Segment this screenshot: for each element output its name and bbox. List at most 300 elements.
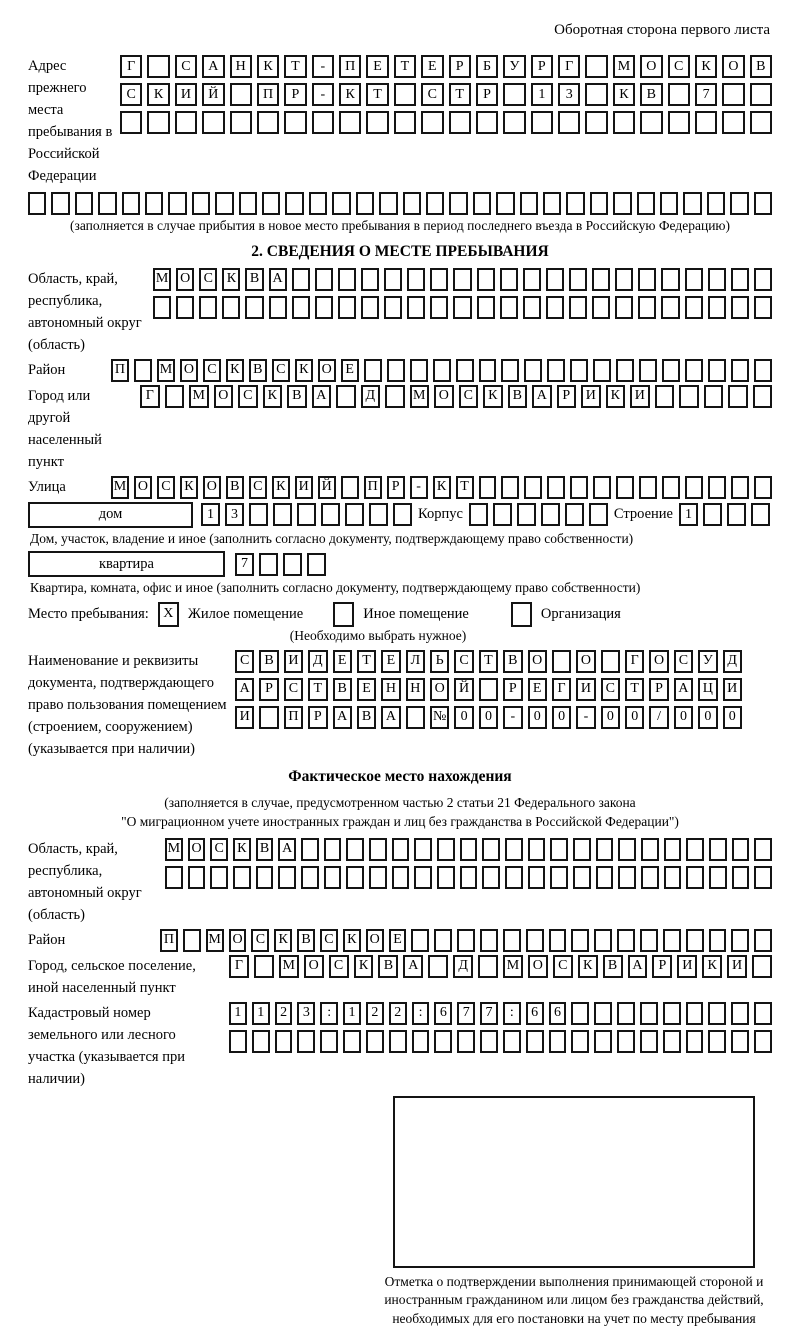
char-box[interactable]	[406, 706, 425, 729]
char-box[interactable]: 0	[601, 706, 620, 729]
char-box[interactable]: Й	[454, 678, 473, 701]
char-box[interactable]	[387, 359, 405, 382]
char-box[interactable]: Т	[357, 650, 376, 673]
char-box[interactable]	[430, 268, 448, 291]
char-box[interactable]: Д	[308, 650, 327, 673]
char-box[interactable]: С	[249, 476, 267, 499]
char-box[interactable]	[345, 503, 364, 526]
char-box[interactable]	[731, 929, 749, 952]
char-box[interactable]	[663, 1030, 681, 1053]
char-box[interactable]: К	[147, 83, 169, 106]
char-box[interactable]: С	[454, 650, 473, 673]
char-box[interactable]	[315, 268, 333, 291]
char-box[interactable]: 3	[297, 1002, 315, 1025]
char-box[interactable]	[661, 296, 679, 319]
char-box[interactable]: П	[284, 706, 303, 729]
char-box[interactable]	[731, 359, 749, 382]
char-box[interactable]	[528, 838, 546, 861]
char-box[interactable]	[573, 838, 591, 861]
char-box[interactable]	[526, 929, 544, 952]
char-box[interactable]: И	[630, 385, 650, 408]
char-box[interactable]	[366, 1030, 384, 1053]
char-box[interactable]	[51, 192, 69, 215]
char-box[interactable]	[343, 1030, 361, 1053]
char-box[interactable]	[569, 296, 587, 319]
char-box[interactable]	[320, 1030, 338, 1053]
char-box[interactable]: И	[581, 385, 601, 408]
char-box[interactable]	[731, 268, 749, 291]
char-box[interactable]	[585, 111, 607, 134]
char-box[interactable]	[709, 866, 727, 889]
char-box[interactable]: 6	[434, 1002, 452, 1025]
char-box[interactable]: Й	[318, 476, 336, 499]
char-box[interactable]	[297, 1030, 315, 1053]
char-box[interactable]	[754, 268, 772, 291]
char-box[interactable]	[392, 866, 410, 889]
char-box[interactable]	[593, 476, 611, 499]
char-box[interactable]	[192, 192, 210, 215]
char-box[interactable]	[259, 553, 278, 576]
char-box[interactable]: О	[176, 268, 194, 291]
char-box[interactable]: С	[320, 929, 338, 952]
char-box[interactable]	[479, 678, 498, 701]
char-box[interactable]	[496, 192, 514, 215]
house-type-box[interactable]: дом	[28, 502, 193, 528]
char-box[interactable]	[292, 296, 310, 319]
char-box[interactable]	[411, 929, 429, 952]
char-box[interactable]: Г	[229, 955, 249, 978]
char-box[interactable]	[685, 296, 703, 319]
char-box[interactable]: Н	[230, 55, 252, 78]
char-box[interactable]: В	[259, 650, 278, 673]
char-box[interactable]	[309, 192, 327, 215]
char-box[interactable]	[685, 268, 703, 291]
char-box[interactable]	[569, 268, 587, 291]
char-box[interactable]: Т	[394, 55, 416, 78]
char-box[interactable]	[547, 476, 565, 499]
char-box[interactable]: М	[157, 359, 175, 382]
char-box[interactable]	[437, 838, 455, 861]
char-box[interactable]	[550, 866, 568, 889]
char-box[interactable]: О	[214, 385, 234, 408]
char-box[interactable]	[285, 192, 303, 215]
char-box[interactable]	[500, 268, 518, 291]
char-box[interactable]	[307, 553, 326, 576]
char-box[interactable]: Т	[456, 476, 474, 499]
char-box[interactable]: М	[613, 55, 635, 78]
char-box[interactable]: 0	[698, 706, 717, 729]
char-box[interactable]: С	[210, 838, 228, 861]
char-box[interactable]	[594, 1002, 612, 1025]
char-box[interactable]: Г	[552, 678, 571, 701]
char-box[interactable]	[230, 111, 252, 134]
char-box[interactable]	[384, 268, 402, 291]
char-box[interactable]	[601, 650, 620, 673]
char-box[interactable]: О	[528, 955, 548, 978]
char-box[interactable]: К	[295, 359, 313, 382]
char-box[interactable]	[165, 385, 185, 408]
char-box[interactable]: 2	[366, 1002, 384, 1025]
char-box[interactable]	[549, 1030, 567, 1053]
char-box[interactable]	[339, 111, 361, 134]
char-box[interactable]	[727, 503, 746, 526]
char-box[interactable]	[708, 296, 726, 319]
char-box[interactable]: В	[245, 268, 263, 291]
char-box[interactable]: 1	[343, 1002, 361, 1025]
char-box[interactable]: К	[233, 838, 251, 861]
char-box[interactable]: О	[318, 359, 336, 382]
char-box[interactable]: Е	[357, 678, 376, 701]
char-box[interactable]	[476, 111, 498, 134]
char-box[interactable]	[637, 192, 655, 215]
char-box[interactable]	[616, 359, 634, 382]
char-box[interactable]: В	[287, 385, 307, 408]
char-box[interactable]: М	[153, 268, 171, 291]
char-box[interactable]	[683, 192, 701, 215]
char-box[interactable]	[686, 1030, 704, 1053]
char-box[interactable]: -	[410, 476, 428, 499]
char-box[interactable]	[147, 111, 169, 134]
char-box[interactable]	[168, 192, 186, 215]
char-box[interactable]: К	[272, 476, 290, 499]
char-box[interactable]: О	[304, 955, 324, 978]
char-box[interactable]: Р	[308, 706, 327, 729]
char-box[interactable]	[412, 1030, 430, 1053]
char-box[interactable]	[284, 111, 306, 134]
char-box[interactable]	[460, 866, 478, 889]
checkbox-residential[interactable]: X	[158, 602, 179, 627]
char-box[interactable]: Б	[476, 55, 498, 78]
char-box[interactable]	[500, 296, 518, 319]
char-box[interactable]: И	[727, 955, 747, 978]
char-box[interactable]: 1	[531, 83, 553, 106]
char-box[interactable]: Е	[381, 650, 400, 673]
char-box[interactable]	[732, 838, 750, 861]
checkbox-other-premises[interactable]	[333, 602, 354, 627]
char-box[interactable]: -	[312, 55, 334, 78]
char-box[interactable]	[708, 1002, 726, 1025]
char-box[interactable]	[414, 838, 432, 861]
char-box[interactable]: Т	[284, 55, 306, 78]
char-box[interactable]: С	[329, 955, 349, 978]
char-box[interactable]: С	[601, 678, 620, 701]
char-box[interactable]: К	[354, 955, 374, 978]
char-box[interactable]	[662, 476, 680, 499]
char-box[interactable]	[501, 359, 519, 382]
char-box[interactable]	[233, 866, 251, 889]
char-box[interactable]	[478, 955, 498, 978]
char-box[interactable]	[346, 866, 364, 889]
char-box[interactable]	[147, 55, 169, 78]
char-box[interactable]: К	[339, 83, 361, 106]
char-box[interactable]	[523, 268, 541, 291]
char-box[interactable]: В	[297, 929, 315, 952]
char-box[interactable]	[708, 268, 726, 291]
char-box[interactable]	[549, 929, 567, 952]
char-box[interactable]	[585, 55, 607, 78]
char-box[interactable]: М	[189, 385, 209, 408]
char-box[interactable]: А	[674, 678, 693, 701]
char-box[interactable]	[384, 296, 402, 319]
char-box[interactable]	[301, 838, 319, 861]
char-box[interactable]	[183, 929, 201, 952]
char-box[interactable]: О	[722, 55, 744, 78]
char-box[interactable]	[754, 929, 772, 952]
char-box[interactable]: О	[576, 650, 595, 673]
char-box[interactable]	[273, 503, 292, 526]
char-box[interactable]	[199, 296, 217, 319]
char-box[interactable]: С	[199, 268, 217, 291]
char-box[interactable]: В	[503, 650, 522, 673]
char-box[interactable]	[379, 192, 397, 215]
char-box[interactable]	[709, 838, 727, 861]
char-box[interactable]	[98, 192, 116, 215]
char-box[interactable]: Г	[120, 55, 142, 78]
char-box[interactable]: Т	[479, 650, 498, 673]
char-box[interactable]: Т	[625, 678, 644, 701]
char-box[interactable]: Р	[259, 678, 278, 701]
char-box[interactable]: А	[202, 55, 224, 78]
char-box[interactable]	[503, 929, 521, 952]
char-box[interactable]: Т	[366, 83, 388, 106]
checkbox-organization[interactable]	[511, 602, 532, 627]
char-box[interactable]: В	[333, 678, 352, 701]
char-box[interactable]: В	[256, 838, 274, 861]
char-box[interactable]	[332, 192, 350, 215]
char-box[interactable]: Р	[649, 678, 668, 701]
char-box[interactable]	[526, 1030, 544, 1053]
char-box[interactable]	[552, 650, 571, 673]
char-box[interactable]	[134, 359, 152, 382]
char-box[interactable]: В	[378, 955, 398, 978]
char-box[interactable]	[456, 359, 474, 382]
char-box[interactable]: И	[284, 650, 303, 673]
char-box[interactable]: Р	[557, 385, 577, 408]
char-box[interactable]: К	[263, 385, 283, 408]
char-box[interactable]	[407, 268, 425, 291]
char-box[interactable]	[592, 296, 610, 319]
char-box[interactable]: К	[257, 55, 279, 78]
char-box[interactable]: П	[339, 55, 361, 78]
char-box[interactable]	[469, 503, 488, 526]
char-box[interactable]	[638, 296, 656, 319]
char-box[interactable]	[731, 1030, 749, 1053]
char-box[interactable]: О	[430, 678, 449, 701]
char-box[interactable]	[165, 866, 183, 889]
char-box[interactable]: Е	[333, 650, 352, 673]
char-box[interactable]	[661, 268, 679, 291]
char-box[interactable]: Е	[389, 929, 407, 952]
char-box[interactable]: 2	[275, 1002, 293, 1025]
char-box[interactable]	[547, 359, 565, 382]
char-box[interactable]	[356, 192, 374, 215]
char-box[interactable]: Р	[476, 83, 498, 106]
char-box[interactable]	[617, 929, 635, 952]
char-box[interactable]: И	[576, 678, 595, 701]
char-box[interactable]	[517, 503, 536, 526]
char-box[interactable]: О	[649, 650, 668, 673]
char-box[interactable]	[421, 111, 443, 134]
char-box[interactable]	[457, 1030, 475, 1053]
char-box[interactable]	[278, 866, 296, 889]
char-box[interactable]	[480, 929, 498, 952]
char-box[interactable]: Р	[387, 476, 405, 499]
char-box[interactable]	[473, 192, 491, 215]
char-box[interactable]	[122, 192, 140, 215]
char-box[interactable]: Н	[381, 678, 400, 701]
char-box[interactable]	[364, 359, 382, 382]
char-box[interactable]	[477, 268, 495, 291]
char-box[interactable]: С	[668, 55, 690, 78]
char-box[interactable]: Д	[453, 955, 473, 978]
char-box[interactable]: У	[503, 55, 525, 78]
char-box[interactable]	[679, 385, 699, 408]
char-box[interactable]	[664, 866, 682, 889]
char-box[interactable]	[708, 1030, 726, 1053]
char-box[interactable]	[639, 476, 657, 499]
char-box[interactable]	[229, 1030, 247, 1053]
char-box[interactable]	[615, 296, 633, 319]
char-box[interactable]: А	[381, 706, 400, 729]
char-box[interactable]: 3	[225, 503, 244, 526]
char-box[interactable]	[731, 296, 749, 319]
char-box[interactable]: Г	[558, 55, 580, 78]
char-box[interactable]: М	[206, 929, 224, 952]
char-box[interactable]: И	[175, 83, 197, 106]
char-box[interactable]: Е	[366, 55, 388, 78]
char-box[interactable]: №	[430, 706, 449, 729]
char-box[interactable]	[457, 929, 475, 952]
char-box[interactable]	[493, 503, 512, 526]
char-box[interactable]	[449, 111, 471, 134]
char-box[interactable]	[571, 929, 589, 952]
char-box[interactable]	[480, 1030, 498, 1053]
char-box[interactable]	[686, 838, 704, 861]
char-box[interactable]: В	[603, 955, 623, 978]
char-box[interactable]: 1	[201, 503, 220, 526]
char-box[interactable]	[731, 476, 749, 499]
char-box[interactable]	[668, 83, 690, 106]
char-box[interactable]	[239, 192, 257, 215]
char-box[interactable]: В	[226, 476, 244, 499]
char-box[interactable]	[230, 83, 252, 106]
char-box[interactable]	[369, 866, 387, 889]
char-box[interactable]	[730, 192, 748, 215]
char-box[interactable]	[321, 503, 340, 526]
char-box[interactable]: П	[364, 476, 382, 499]
char-box[interactable]	[707, 192, 725, 215]
char-box[interactable]	[479, 476, 497, 499]
char-box[interactable]	[754, 1002, 772, 1025]
char-box[interactable]	[393, 503, 412, 526]
char-box[interactable]: О	[366, 929, 384, 952]
char-box[interactable]: Д	[723, 650, 742, 673]
char-box[interactable]	[640, 929, 658, 952]
char-box[interactable]	[283, 553, 302, 576]
char-box[interactable]: К	[433, 476, 451, 499]
char-box[interactable]	[589, 503, 608, 526]
char-box[interactable]: С	[238, 385, 258, 408]
char-box[interactable]	[565, 503, 584, 526]
char-box[interactable]: 7	[457, 1002, 475, 1025]
char-box[interactable]	[754, 296, 772, 319]
char-box[interactable]	[558, 111, 580, 134]
char-box[interactable]: Г	[625, 650, 644, 673]
char-box[interactable]	[292, 268, 310, 291]
char-box[interactable]: С	[459, 385, 479, 408]
char-box[interactable]	[369, 503, 388, 526]
char-box[interactable]	[202, 111, 224, 134]
char-box[interactable]	[453, 268, 471, 291]
char-box[interactable]: :	[320, 1002, 338, 1025]
char-box[interactable]	[175, 111, 197, 134]
char-box[interactable]	[685, 359, 703, 382]
char-box[interactable]	[703, 503, 722, 526]
char-box[interactable]	[546, 268, 564, 291]
char-box[interactable]	[503, 83, 525, 106]
char-box[interactable]	[477, 296, 495, 319]
char-box[interactable]	[257, 111, 279, 134]
char-box[interactable]: С	[157, 476, 175, 499]
char-box[interactable]: А	[278, 838, 296, 861]
char-box[interactable]	[324, 838, 342, 861]
char-box[interactable]	[566, 192, 584, 215]
char-box[interactable]	[403, 192, 421, 215]
char-box[interactable]	[501, 476, 519, 499]
char-box[interactable]: К	[222, 268, 240, 291]
char-box[interactable]: А	[269, 268, 287, 291]
char-box[interactable]	[460, 838, 478, 861]
char-box[interactable]: В	[249, 359, 267, 382]
char-box[interactable]: У	[698, 650, 717, 673]
char-box[interactable]	[753, 385, 773, 408]
char-box[interactable]: А	[235, 678, 254, 701]
char-box[interactable]	[414, 866, 432, 889]
char-box[interactable]	[686, 929, 704, 952]
char-box[interactable]	[750, 83, 772, 106]
char-box[interactable]	[366, 111, 388, 134]
char-box[interactable]: С	[421, 83, 443, 106]
char-box[interactable]	[524, 359, 542, 382]
char-box[interactable]: К	[483, 385, 503, 408]
char-box[interactable]	[153, 296, 171, 319]
char-box[interactable]	[505, 866, 523, 889]
char-box[interactable]: К	[613, 83, 635, 106]
char-box[interactable]	[254, 955, 274, 978]
char-box[interactable]	[394, 83, 416, 106]
char-box[interactable]	[570, 476, 588, 499]
char-box[interactable]	[505, 838, 523, 861]
char-box[interactable]	[503, 1030, 521, 1053]
char-box[interactable]	[341, 476, 359, 499]
char-box[interactable]	[585, 83, 607, 106]
char-box[interactable]	[520, 192, 538, 215]
char-box[interactable]	[571, 1030, 589, 1053]
char-box[interactable]: С	[175, 55, 197, 78]
char-box[interactable]: /	[649, 706, 668, 729]
char-box[interactable]	[410, 359, 428, 382]
char-box[interactable]	[639, 359, 657, 382]
char-box[interactable]: Е	[341, 359, 359, 382]
char-box[interactable]	[336, 385, 356, 408]
char-box[interactable]: С	[203, 359, 221, 382]
char-box[interactable]: П	[257, 83, 279, 106]
char-box[interactable]: 0	[625, 706, 644, 729]
char-box[interactable]: Й	[202, 83, 224, 106]
char-box[interactable]	[686, 866, 704, 889]
char-box[interactable]	[453, 296, 471, 319]
char-box[interactable]: В	[357, 706, 376, 729]
